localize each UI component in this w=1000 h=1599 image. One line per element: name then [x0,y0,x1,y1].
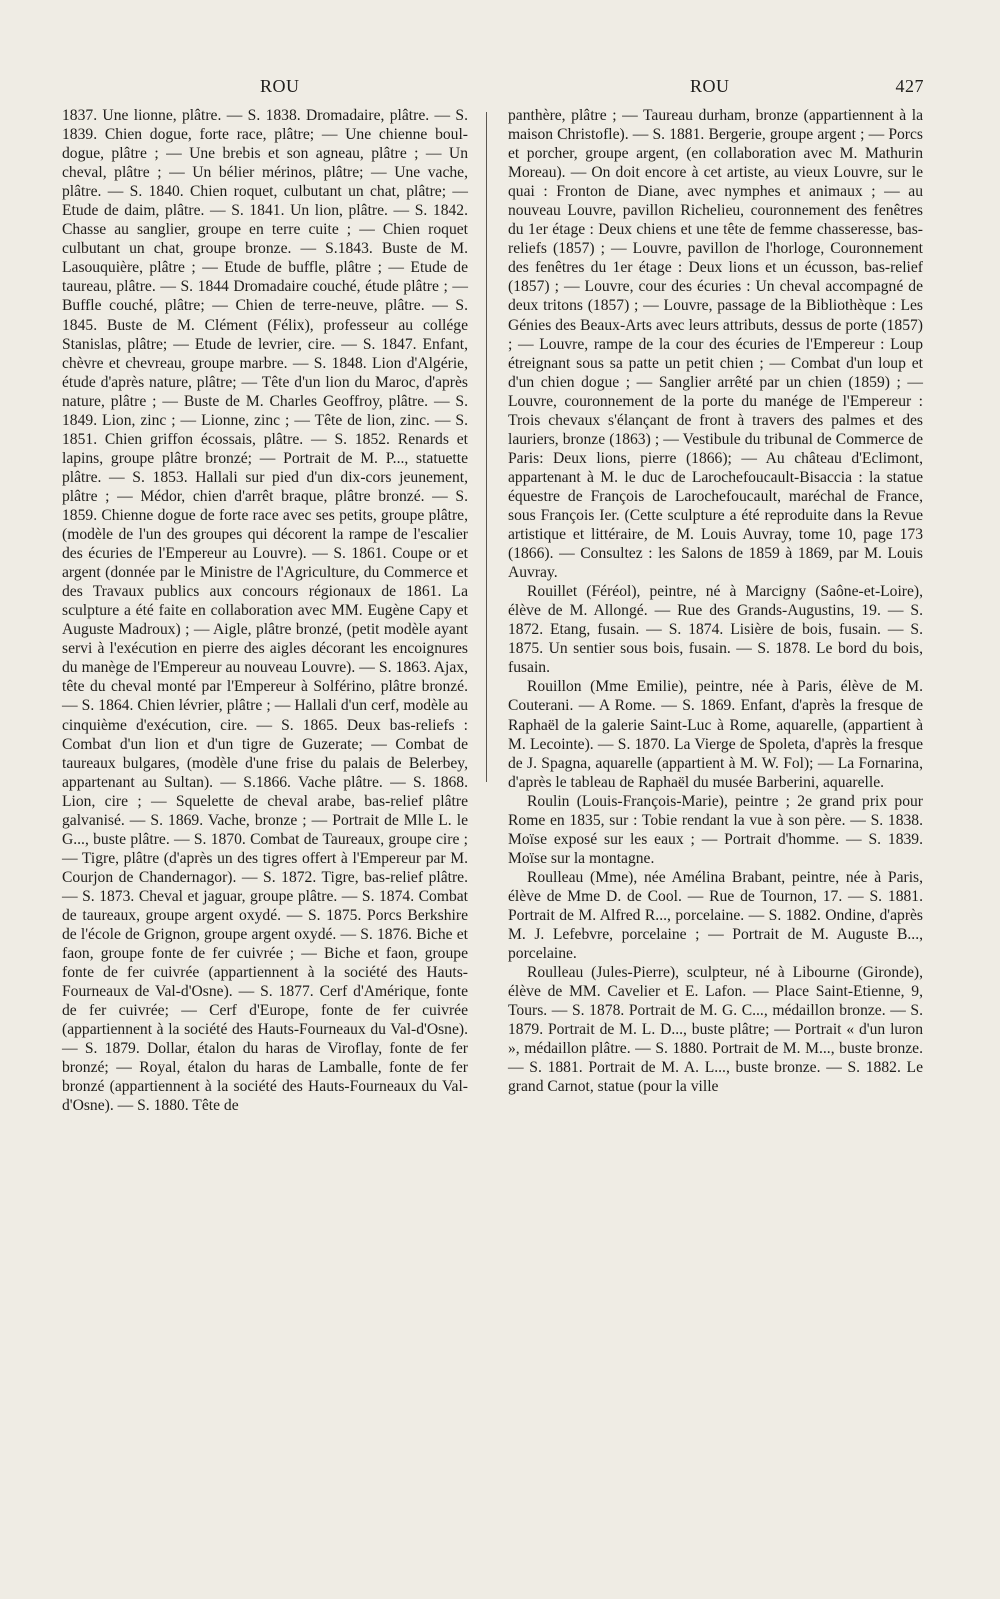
column-rule [486,112,487,782]
right-column [508,106,923,1096]
left-running-head: ROU [260,76,300,96]
entry-rouillet: Rouillet (Féréol), peintre, né à Marcigny (Saône-et-Loire), élève de M. Allongé. — Rue des Grands-Augustins, 19. — S. 1872. Etang, fusain. — S. 1874. Lisière de bois, fusain. — S. 1875. Un sentier sous bois, fusain. — S. 1878. Le bord du bois, fusain. [508,583,923,677]
entry-roulleau-jules-pierre: Roulleau (Jules-Pierre), sculpteur, né à Libourne (Gironde), élève de MM. Cavelier et E. Lafon. — Place Saint-Etienne, 9, Tours. — S. 1878. Portrait de M. G. C..., médaillon bronze. — S. 1879. Portrait de M. L. D..., buste plâtre; — Portrait « d'un luron », médaillon plâtre. — S. 1880. Portrait de M. M..., buste bronze. — S. 1881. Portrait de M. A. L..., buste bronze. — S. 1882. Le grand Carnot, statue (pour la ville [508,964,923,1096]
paragraph-continuation: 1837. Une lionne, plâtre. — S. 1838. Dromadaire, plâtre. — S. 1839. Chien dogue, forte race, plâtre; — Une chienne boul-dogue, plâtre ; — Une brebis et son agneau, plâtre ; — Un cheval, plâtre ; — Un bélier mérinos, plâtre; — Une vache, plâtre. — S. 1840. Chien roquet, culbutant un chat, plâtre; — Etude de daim, plâtre. — S. 1841. Un lion, plâtre. — S. 1842. Chasse au sanglier, groupe en terre cuite ; — Chien roquet culbutant un chat, groupe bronze. — S.1843. Buste de M. Lasouquière, plâtre ; — Etude de buffle, plâtre ; — Etude de taureau, plâtre. — S. 1844 Dromadaire couché, étude plâtre ; — Buffle couché, plâtre; — Chien de terre-neuve, plâtre. — S. 1845. Buste de M. Clément (Félix), professeur au collége Stanislas, plâtre; — Etude de levrier, cire. — S. 1847. Enfant, chèvre et chevreau, groupe marbre. — S. 1848. Lion d'Algérie, étude d'après nature, plâtre; — Tête d'un lion du Maroc, d'après nature, plâtre ; — Buste de M. Charles Geoffroy, plâtre. — S. 1849. Lion, zinc ; — Lionne, zinc ; — Tête de lion, zinc. — S. 1851. Chien griffon écossais, plâtre. — S. 1852. Renards et lapins, groupe plâtre bronzé; — Portrait de M. P..., statuette plâtre. — S. 1853. Hallali sur pied d'un dix-cors jeunement, plâtre ; — Médor, chien d'arrêt braque, plâtre bronzé. — S. 1859. Chienne dogue de forte race avec ses petits, groupe plâtre, (modèle de l'un des groupes qui décorent la rampe de l'escalier des écuries de l'Empereur au Louvre). — S. 1861. Coupe or et argent (donnée par le Ministre de l'Agriculture, du Commerce et des Travaux publics aux concours régionaux de 1861. La sculpture a été faite en collaboration avec MM. Eugène Capy et Auguste Madroux) ; — Aigle, plâtre bronzé, (petit modèle ayant servi à l'exécution en pierre des aigles décorant les encoignures du manège de l'Empereur au nouveau Louvre). — S. 1863. Ajax, tête du cheval monté par l'Empereur à Solférino, plâtre bronzé. — S. 1864. Chien lévrier, plâtre ; — Hallali d'un cerf, modèle au cinquième d'exécution, cire. — S. 1865. Deux bas-reliefs : Combat d'un lion et d'un tigre de Guzerate; — Combat de taureaux bulgares, (modèle d'une frise du palais de Belerbey, appartenant au Sultan). — S.1866. Vache plâtre. — S. 1868. Lion, cire ; — Squelette de cheval arabe, bas-relief plâtre galvanisé. — S. 1869. Vache, bronze ; — Portrait de Mlle L. le G..., buste plâtre. — S. 1870. Combat de Taureaux, groupe cire ; — Tigre, plâtre (d'après un des tigres offert à l'Empereur par M. Courjon de Chandernagor). — S. 1872. Tigre, bas-relief plâtre. — S. 1873. Cheval et jaguar, groupe plâtre. — S. 1874. Combat de taureaux, groupe argent oxydé. — S. 1875. Porcs Berkshire de l'école de Grignon, groupe argent oxydé. — S. 1876. Biche et faon, groupe fonte de fer cuivrée ; — Biche et faon, groupe fonte de fer cuivrée (appartiennent à la société des Hauts-Fourneaux de Val-d'Osne). — S. 1877. Cerf d'Amérique, fonte de fer cuivrée; — Cerf d'Europe, fonte de fer cuivrée (appartiennent à la société des Hauts-Fourneaux du Val-d'Osne). — S. 1879. Dollar, étalon du haras de Viroflay, fonte de fer bronzé; — Royal, étalon du haras de Lamballe, fonte de fer bronzé (appartiennent à la société des Hauts-Fourneaux du Val-d'Osne). — S. 1880. Tête de [62,107,468,1115]
entry-roulin: Roulin (Louis-François-Marie), peintre ; 2e grand prix pour Rome en 1835, sur : Tobie rendant la vue à son père. — S. 1838. Moïse exposé sur les eaux ; — Portrait d'homme. — S. 1839. Moïse sur la montagne. [508,792,923,867]
page-number: 427 [895,76,924,96]
running-header [60,76,940,104]
left-column [62,106,468,1115]
entry-roulleau-mme: Roulleau (Mme), née Amélina Brabant, peintre, née à Paris, élève de Mme D. de Cool. — Rue de Tournon, 17. — S. 1881. Portrait de M. Alfred R..., porcelaine. — S. 1882. Ondine, d'après M. J. Lefebvre, porcelaine ; — Portrait de M. Auguste B..., porcelaine. [508,868,923,963]
paragraph-continuation: panthère, plâtre ; — Taureau durham, bronze (appartiennent à la maison Christofle). — S. 1881. Bergerie, groupe argent ; — Porcs et porcher, groupe argent, (en collaboration avec M. Mathurin Moreau). — On doit encore à cet artiste, au vieux Louvre, sur le quai : Fronton de Diane, avec nymphes et animaux ; — au nouveau Louvre, pavillon Richelieu, couronnement des fenêtres du 1er étage : Deux chiens et une tête de femme chasseresse, bas-reliefs (1857) ; — Louvre, pavillon de l'horloge, Couronnement des fenêtres du 1er étage : Deux lions et un écusson, bas-relief (1857) ; — Louvre, cour des écuries : Un cheval accompagné de deux tritons (1857) ; — Louvre, passage de la Bibliothèque : Les Génies des Beaux-Arts avec leurs attributs, dessus de porte (1857) ; — Louvre, rampe de la cour des écuries de l'Empereur : Loup étreignant sous sa patte un petit chien ; — Combat d'un loup et d'un chien dogue ; — Sanglier arrêté par un chien (1859) ; — Louvre, couronnement de la porte du manége de l'Empereur : Trois chevaux s'élançant de front à travers des palmes et des lauriers, bronze (1863) ; — Vestibule du tribunal de Commerce de Paris: Deux lions, pierre (1866); — Au château d'Eclimont, appartenant à M. le duc de Larochefoucault-Bisaccia : la statue équestre de François de Larochefoucault, maréchal de France, sous François Ier. (Cette sculpture a été reproduite dans la Revue artistique et littéraire, de M. Louis Auvray, tome 10, page 173 (1866). — Consultez : les Salons de 1859 à 1869, par M. Louis Auvray. [508,107,923,582]
entry-rouillon: Rouillon (Mme Emilie), peintre, née à Paris, élève de M. Couterani. — A Rome. — S. 1869. Enfant, d'après la fresque de Raphaël de la galerie Saint-Luc à Rome, aquarelle, (appartient à M. Lecointe). — S. 1870. La Vierge de Spoleta, d'après la fresque de J. Spagna, aquarelle (appartient à M. W. Fol); — La Fornarina, d'après le tableau de Raphaël du musée Barberini, aquarelle. [508,678,923,791]
right-running-head: ROU [690,76,730,96]
